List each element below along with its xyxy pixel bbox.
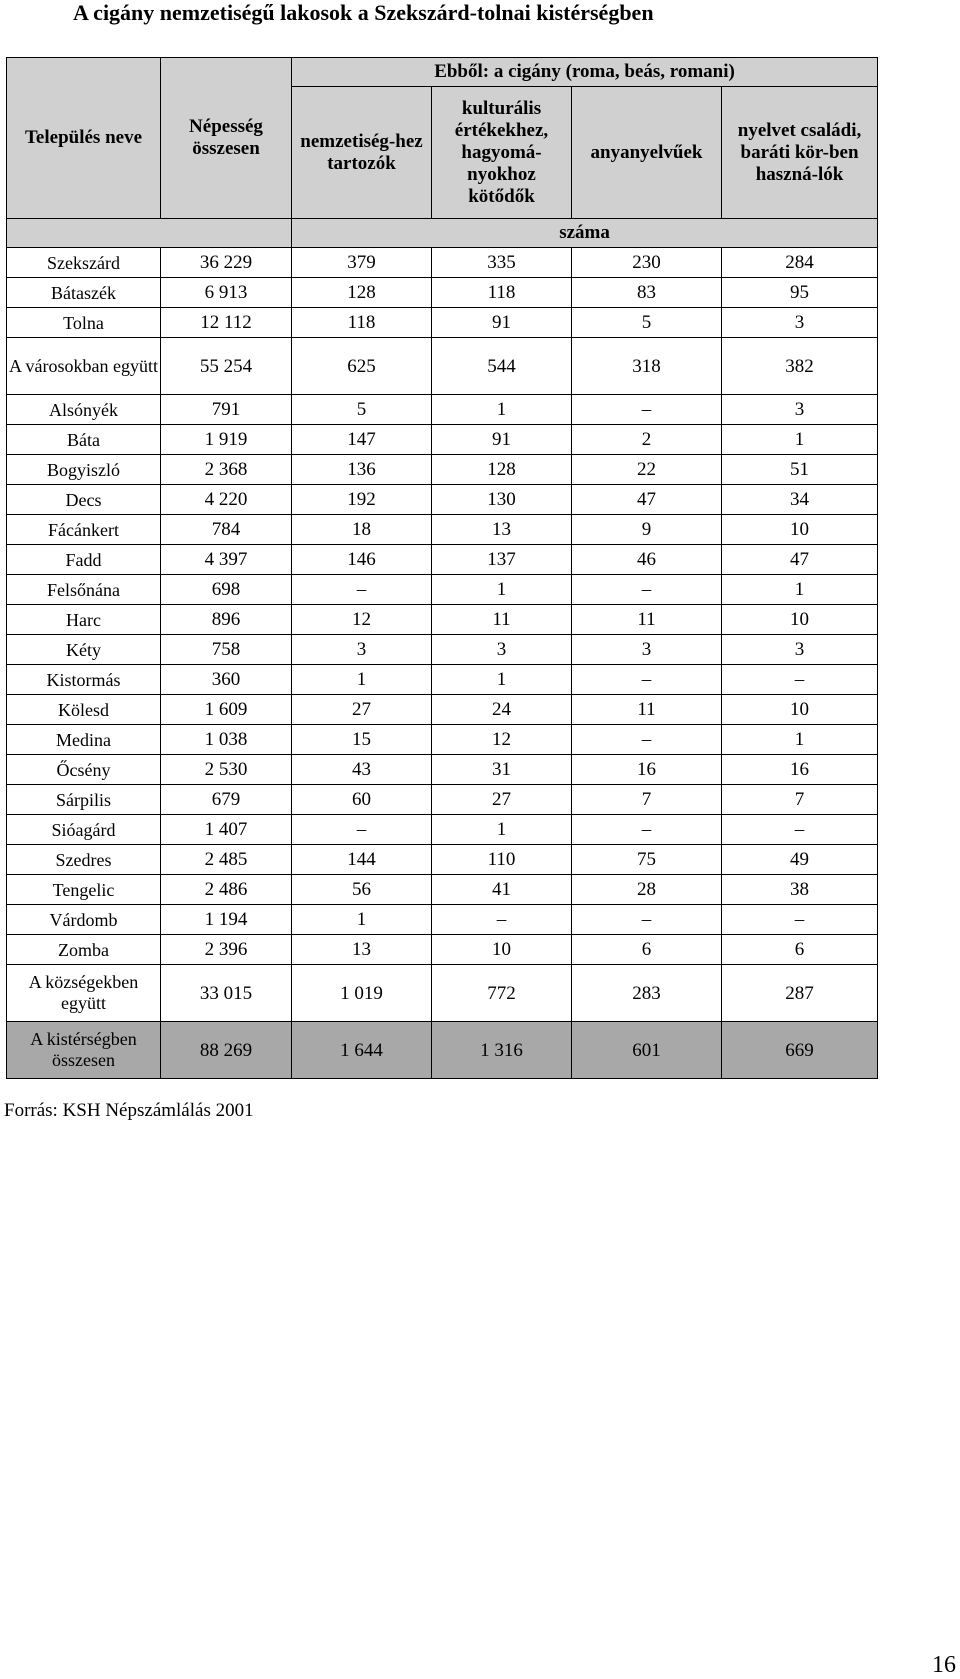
table-cell: 16 — [722, 755, 878, 785]
table-cell: 2 530 — [161, 755, 292, 785]
table-row — [7, 635, 878, 665]
table-cell: 287 — [722, 965, 878, 1022]
table-cell: 33 015 — [161, 965, 292, 1022]
table-cell: 6 913 — [161, 278, 292, 308]
table-cell: 3 — [722, 395, 878, 425]
table-cell: 91 — [432, 308, 572, 338]
table-cell: 10 — [722, 515, 878, 545]
table-cell: 1 — [432, 665, 572, 695]
table-cell: 47 — [722, 545, 878, 575]
table-cell: – — [572, 725, 722, 755]
table-cell: 88 269 — [161, 1022, 292, 1079]
table-cell: 1 316 — [432, 1022, 572, 1079]
table-cell: 13 — [292, 935, 432, 965]
table-cell: 22 — [572, 455, 722, 485]
table-cell: – — [722, 665, 878, 695]
table-cell: 230 — [572, 248, 722, 278]
page-number: 16 — [932, 1652, 956, 1678]
settlement-name: Zomba — [7, 935, 161, 965]
table-row — [7, 308, 878, 338]
table-cell: 49 — [722, 845, 878, 875]
settlement-name: Tolna — [7, 308, 161, 338]
table-cell: 31 — [432, 755, 572, 785]
table-cell: 5 — [292, 395, 432, 425]
settlement-name: Sióagárd — [7, 815, 161, 845]
table-row — [7, 278, 878, 308]
table-row — [7, 695, 878, 725]
header-population: Népesség összesen — [161, 58, 292, 219]
table-cell: 147 — [292, 425, 432, 455]
settlement-name: A városokban együtt — [7, 338, 161, 395]
table-cell: 6 — [572, 935, 722, 965]
table-cell: 4 220 — [161, 485, 292, 515]
table-title: A cigány nemzetiségű lakosok a Szekszárd-tolnai kistérségben — [73, 0, 654, 25]
table-cell: 110 — [432, 845, 572, 875]
table-cell: – — [572, 575, 722, 605]
table-cell: 669 — [722, 1022, 878, 1079]
table-cell: 38 — [722, 875, 878, 905]
settlement-name: Fácánkert — [7, 515, 161, 545]
table-cell: 15 — [292, 725, 432, 755]
table-row — [7, 515, 878, 545]
table-cell: 1 — [432, 395, 572, 425]
table-row — [7, 935, 878, 965]
table-cell: 12 112 — [161, 308, 292, 338]
table-cell: 192 — [292, 485, 432, 515]
data-table — [6, 57, 878, 1079]
header-row-group — [7, 58, 878, 87]
table-cell: 7 — [572, 785, 722, 815]
table-cell: 128 — [292, 278, 432, 308]
table-cell: 95 — [722, 278, 878, 308]
table-cell: 1 — [722, 575, 878, 605]
table-row — [7, 725, 878, 755]
table-cell: 24 — [432, 695, 572, 725]
table-cell: 382 — [722, 338, 878, 395]
table-cell: 625 — [292, 338, 432, 395]
table-row — [7, 875, 878, 905]
table-row — [7, 485, 878, 515]
settlement-name: Bogyiszló — [7, 455, 161, 485]
table-cell: 1 038 — [161, 725, 292, 755]
settlement-name: Bátaszék — [7, 278, 161, 308]
table-cell: 1 407 — [161, 815, 292, 845]
settlement-name: Szekszárd — [7, 248, 161, 278]
header-nationality: nemzetiség-hez tartozók — [292, 87, 432, 219]
table-cell: – — [572, 815, 722, 845]
settlement-name: A községekben együtt — [7, 965, 161, 1022]
table-cell: 3 — [292, 635, 432, 665]
table-cell: 51 — [722, 455, 878, 485]
header-unit-spacer — [7, 219, 292, 248]
table-cell: 896 — [161, 605, 292, 635]
table-cell: – — [432, 905, 572, 935]
table-cell: 3 — [432, 635, 572, 665]
table-cell: 28 — [572, 875, 722, 905]
table-cell: 118 — [432, 278, 572, 308]
table-cell: 1 — [292, 905, 432, 935]
table-cell: 56 — [292, 875, 432, 905]
table-cell: 360 — [161, 665, 292, 695]
table-row — [7, 665, 878, 695]
table-cell: 137 — [432, 545, 572, 575]
table-row — [7, 905, 878, 935]
table-row — [7, 785, 878, 815]
table-cell: 1 — [722, 425, 878, 455]
table-cell: 791 — [161, 395, 292, 425]
settlement-name: Várdomb — [7, 905, 161, 935]
table-cell: 544 — [432, 338, 572, 395]
table-cell: 12 — [432, 725, 572, 755]
table-cell: – — [572, 395, 722, 425]
table-cell: 27 — [292, 695, 432, 725]
table-cell: 379 — [292, 248, 432, 278]
table-cell: 3 — [722, 308, 878, 338]
subtotal-row — [7, 965, 878, 1022]
header-settlement: Település neve — [7, 58, 161, 219]
table-cell: 83 — [572, 278, 722, 308]
table-cell: 7 — [722, 785, 878, 815]
table-cell: 75 — [572, 845, 722, 875]
table-cell: 9 — [572, 515, 722, 545]
settlement-name: Tengelic — [7, 875, 161, 905]
table-cell: 60 — [292, 785, 432, 815]
table-cell: 6 — [722, 935, 878, 965]
settlement-name: Medina — [7, 725, 161, 755]
table-cell: – — [722, 905, 878, 935]
settlement-name: Decs — [7, 485, 161, 515]
table-cell: 144 — [292, 845, 432, 875]
settlement-name: Harc — [7, 605, 161, 635]
table-cell: 601 — [572, 1022, 722, 1079]
table-cell: 1 194 — [161, 905, 292, 935]
table-cell: 3 — [572, 635, 722, 665]
table-row — [7, 455, 878, 485]
table-cell: 679 — [161, 785, 292, 815]
table-cell: 91 — [432, 425, 572, 455]
source-note: Forrás: KSH Népszámlálás 2001 — [4, 1100, 254, 1121]
table-cell: 2 486 — [161, 875, 292, 905]
table-cell: 13 — [432, 515, 572, 545]
total-row — [7, 1022, 878, 1079]
settlement-name: Őcsény — [7, 755, 161, 785]
table-cell: 4 397 — [161, 545, 292, 575]
table-cell: 18 — [292, 515, 432, 545]
table-cell: 10 — [722, 695, 878, 725]
subtotal-row — [7, 338, 878, 395]
settlement-name: Fadd — [7, 545, 161, 575]
table-cell: 130 — [432, 485, 572, 515]
table-row — [7, 248, 878, 278]
table-cell: 3 — [722, 635, 878, 665]
table-cell: 136 — [292, 455, 432, 485]
table-cell: 47 — [572, 485, 722, 515]
table-cell: 36 229 — [161, 248, 292, 278]
table-cell: 1 — [722, 725, 878, 755]
table-row — [7, 545, 878, 575]
table-cell: 11 — [572, 695, 722, 725]
table-cell: 784 — [161, 515, 292, 545]
settlement-name: Szedres — [7, 845, 161, 875]
settlement-name: Felsőnána — [7, 575, 161, 605]
table-cell: 772 — [432, 965, 572, 1022]
table-cell: – — [572, 905, 722, 935]
table-row — [7, 845, 878, 875]
table-cell: 1 — [432, 575, 572, 605]
table-cell: 283 — [572, 965, 722, 1022]
table-row — [7, 605, 878, 635]
table-cell: 1 609 — [161, 695, 292, 725]
table-cell: – — [722, 815, 878, 845]
settlement-name: Kölesd — [7, 695, 161, 725]
settlement-name: Kistormás — [7, 665, 161, 695]
table-row — [7, 755, 878, 785]
header-row-unit — [7, 219, 878, 248]
table-cell: 2 485 — [161, 845, 292, 875]
header-unit: száma — [292, 219, 878, 248]
table-row — [7, 425, 878, 455]
table-cell: 5 — [572, 308, 722, 338]
table-row — [7, 395, 878, 425]
table-cell: 46 — [572, 545, 722, 575]
table-cell: 284 — [722, 248, 878, 278]
table-cell: 2 — [572, 425, 722, 455]
table-cell: 118 — [292, 308, 432, 338]
table-cell: 335 — [432, 248, 572, 278]
table-cell: 1 019 — [292, 965, 432, 1022]
table-cell: 34 — [722, 485, 878, 515]
table-cell: 11 — [572, 605, 722, 635]
settlement-name: Sárpilis — [7, 785, 161, 815]
table-cell: 128 — [432, 455, 572, 485]
table-cell: 1 919 — [161, 425, 292, 455]
table-cell: 1 644 — [292, 1022, 432, 1079]
table-cell: 2 396 — [161, 935, 292, 965]
table-cell: – — [572, 665, 722, 695]
table-cell: 758 — [161, 635, 292, 665]
header-mother-tongue: anyanyelvűek — [572, 87, 722, 219]
table-cell: 16 — [572, 755, 722, 785]
settlement-name: Alsónyék — [7, 395, 161, 425]
table-row — [7, 815, 878, 845]
table-cell: 698 — [161, 575, 292, 605]
table-cell: 10 — [432, 935, 572, 965]
table-row — [7, 575, 878, 605]
settlement-name: Báta — [7, 425, 161, 455]
settlement-name: Kéty — [7, 635, 161, 665]
table-cell: – — [292, 815, 432, 845]
table-cell: 146 — [292, 545, 432, 575]
table-cell: 55 254 — [161, 338, 292, 395]
header-group: Ebből: a cigány (roma, beás, romani) — [292, 58, 878, 87]
table-cell: 1 — [292, 665, 432, 695]
table-cell: – — [292, 575, 432, 605]
table-cell: 2 368 — [161, 455, 292, 485]
table-cell: 41 — [432, 875, 572, 905]
table-cell: 11 — [432, 605, 572, 635]
table-cell: 10 — [722, 605, 878, 635]
header-cultural: kulturális értékekhez, hagyomá-nyokhoz kötődők — [432, 87, 572, 219]
header-language-use: nyelvet családi, baráti kör-ben haszná-lók — [722, 87, 878, 219]
table-cell: 12 — [292, 605, 432, 635]
settlement-name: A kistérségben összesen — [7, 1022, 161, 1079]
table-cell: 43 — [292, 755, 432, 785]
table-cell: 27 — [432, 785, 572, 815]
table-cell: 1 — [432, 815, 572, 845]
table-cell: 318 — [572, 338, 722, 395]
